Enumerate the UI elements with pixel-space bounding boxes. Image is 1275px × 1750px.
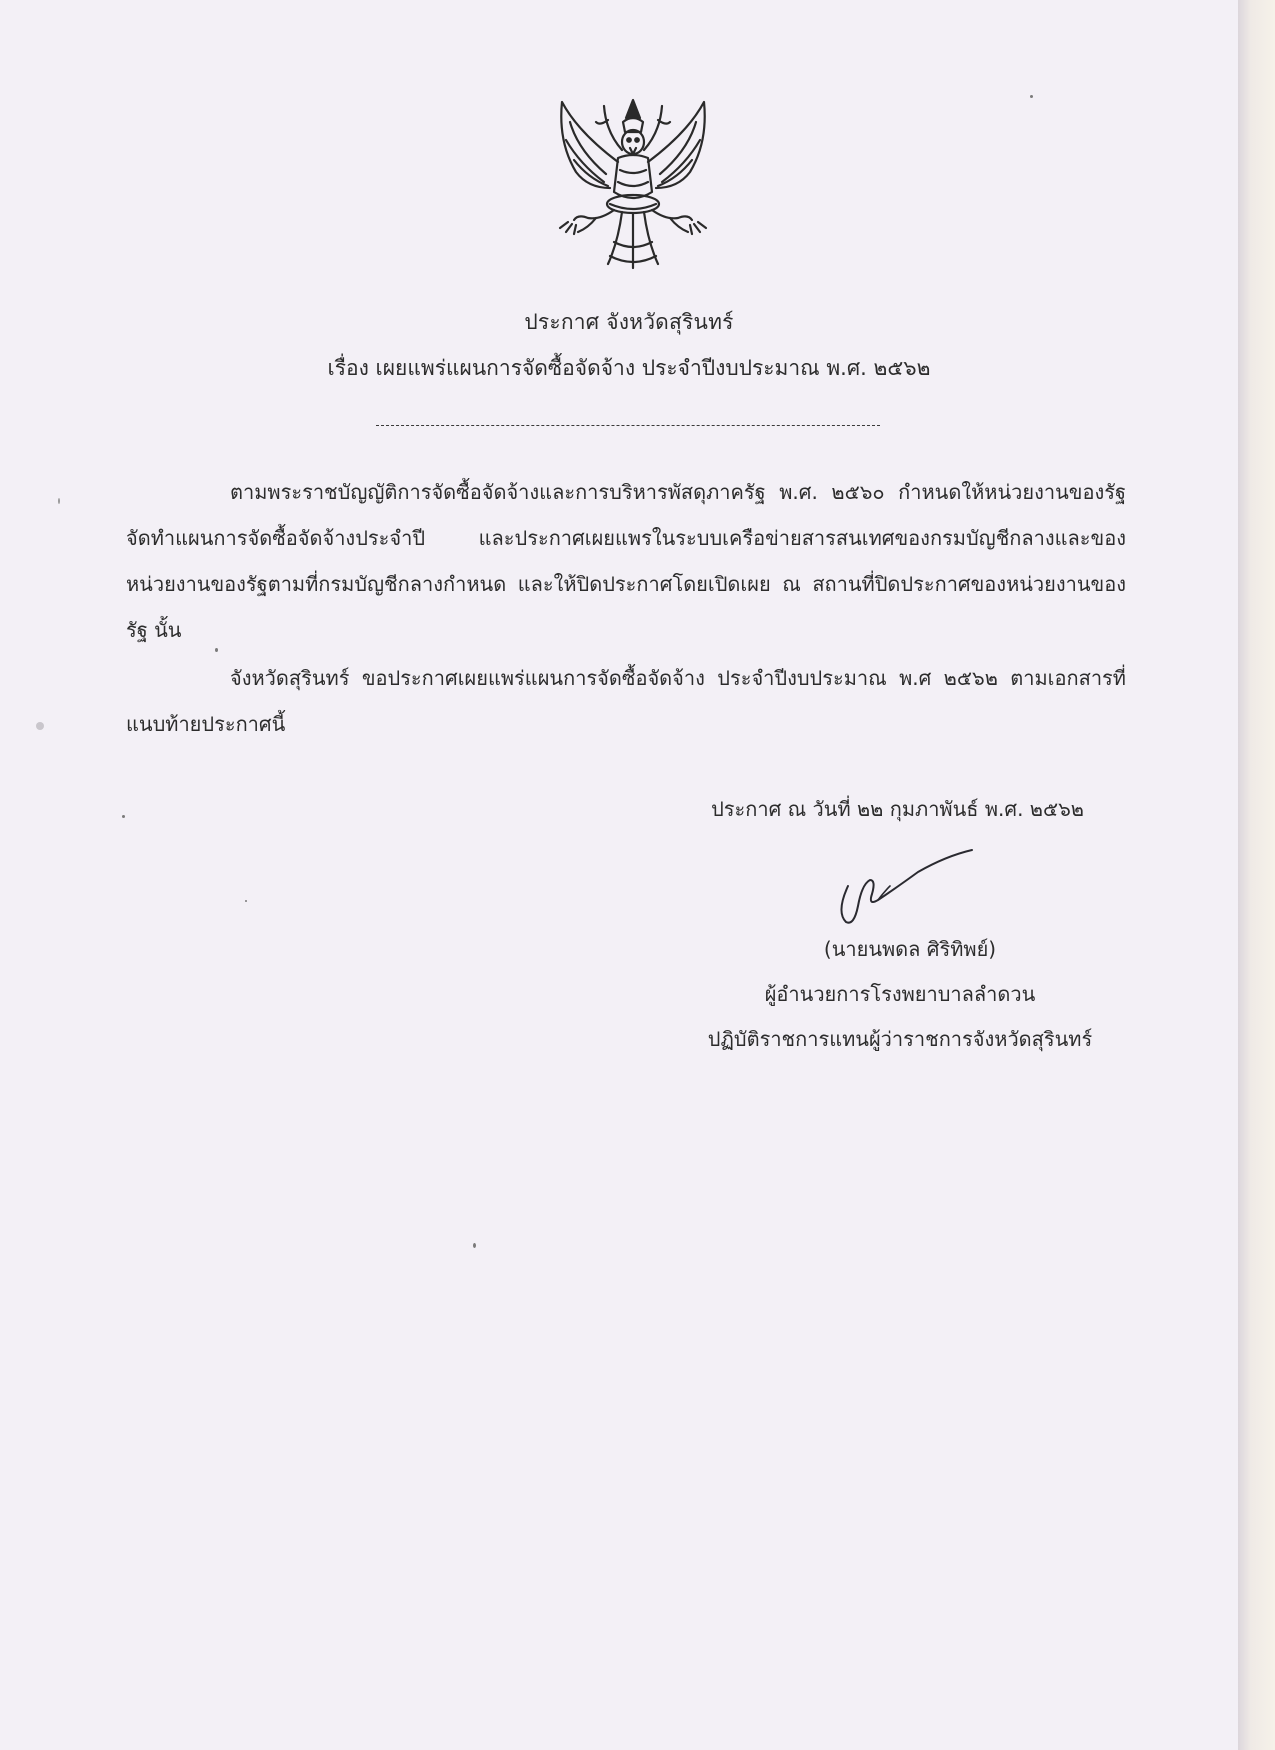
garuda-emblem-icon xyxy=(548,92,718,272)
paragraph-1-text: ตามพระราชบัญญัติการจัดซื้อจัดจ้างและการบริหารพัสดุภาครัฐ พ.ศ. ๒๕๖๐ กำหนดให้หน่วยงานของรัฐจัดทำแผนการจัดซื้อจัดจ้างประจำปี และประกาศเผยแพรในระบบเครือข่ายสารสนเทศของกรมบัญชีกลางและของหน่วยงานของรัฐตามที่กรมบัญชีกลางกำหนด และให้ปิดประกาศโดยเปิดเผย ณ สถานที่ปิดประกาศของหน่วยงานของรัฐ นั้น xyxy=(126,480,1126,642)
signatory-name: (นายนพดล ศิริทิพย์) xyxy=(823,937,997,961)
scan-speck xyxy=(36,722,44,730)
scan-speck xyxy=(58,498,60,504)
signatory-position-1: ผู้อำนวยการโรงพยาบาลลำดวน xyxy=(764,982,1036,1006)
body-paragraph-2 xyxy=(126,655,1126,747)
scan-speck xyxy=(1030,95,1033,98)
scan-page-edge xyxy=(1238,0,1275,1750)
dashed-separator xyxy=(376,425,880,426)
date-line: ประกาศ ณ วันที่ ๒๒ กุมภาพันธ์ พ.ศ. ๒๕๖๒ xyxy=(711,797,1084,821)
handwritten-signature xyxy=(826,846,976,928)
body-paragraph-1 xyxy=(126,469,1126,653)
announcement-subject: เรื่อง เผยแพร่แผนการจัดซื้อจัดจ้าง ประจำปีงบประมาณ พ.ศ. ๒๕๖๒ xyxy=(327,356,931,380)
scan-speck xyxy=(245,900,247,902)
announcement-title: ประกาศ จังหวัดสุรินทร์ xyxy=(524,310,734,334)
paragraph-2-text: จังหวัดสุรินทร์ ขอประกาศเผยแพร่แผนการจัดซื้อจัดจ้าง ประจำปีงบประมาณ พ.ศ ๒๕๖๒ ตามเอกสารที่แนบท้ายประกาศนี้ xyxy=(126,666,1126,736)
scan-speck xyxy=(473,1243,476,1248)
scan-speck xyxy=(122,815,125,818)
signatory-position-2: ปฏิบัติราชการแทนผู้ว่าราชการจังหวัดสุรินทร์ xyxy=(707,1027,1093,1051)
